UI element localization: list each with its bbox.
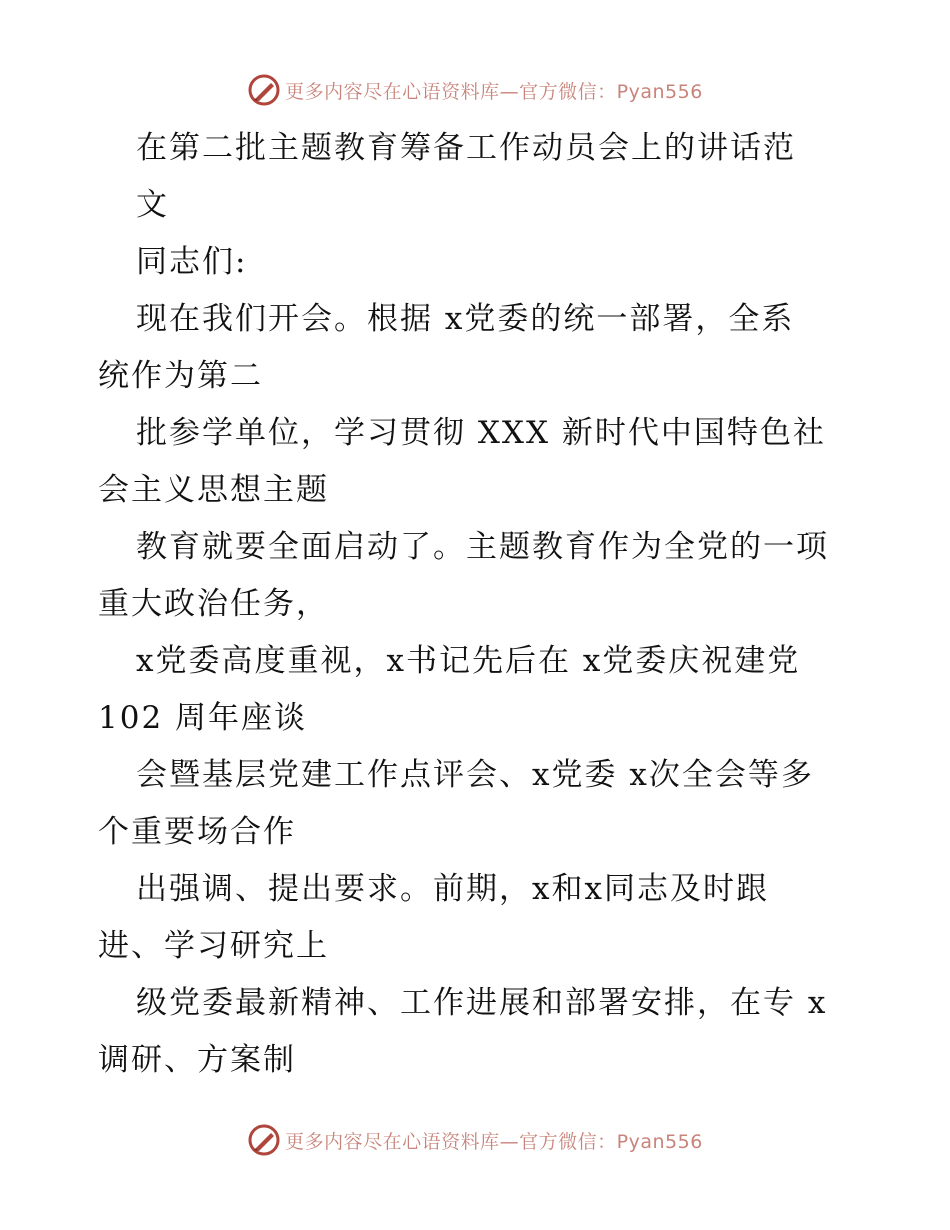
text-line: 文 <box>136 187 169 223</box>
text-line: 重大政治任务， <box>98 586 329 622</box>
text-line: 会主义思想主题 <box>98 472 329 508</box>
text-line: 统作为第二 <box>98 358 263 394</box>
text-line: x党委高度重视，x书记先后在 x党委庆祝建党 <box>136 643 801 679</box>
text-line: 现在我们开会。根据 x党委的统一部署，全系 <box>136 301 795 337</box>
text-line: 会暨基层党建工作点评会、x党委 x次全会等多 <box>136 757 814 793</box>
text-line: 出强调、提出要求。前期，x和x同志及时跟 <box>136 871 769 907</box>
pen-logo-icon <box>247 1123 281 1157</box>
text-line: 调研、方案制 <box>98 1042 296 1078</box>
watermark-text: 更多内容尽在心语资料库—官方微信：Pyan556 <box>285 80 703 103</box>
text-line: 在第二批主题教育筹备工作动员会上的讲话范 <box>136 130 796 166</box>
text-line: 同志们: <box>136 244 248 280</box>
text-line: 级党委最新精神、工作进展和部署安排，在专 x <box>136 985 828 1021</box>
text-line: 个重要场合作 <box>98 814 296 850</box>
document-body <box>98 120 868 1089</box>
watermark-header <box>0 70 950 110</box>
watermark-footer <box>0 1120 950 1160</box>
text-line: 102 周年座谈 <box>98 700 308 736</box>
watermark-text: 更多内容尽在心语资料库—官方微信：Pyan556 <box>285 1130 703 1153</box>
pen-logo-icon <box>247 73 281 107</box>
text-line: 批参学单位，学习贯彻 XXX 新时代中国特色社 <box>136 415 826 451</box>
text-line: 教育就要全面启动了。主题教育作为全党的一项 <box>136 529 829 565</box>
text-line: 进、学习研究上 <box>98 928 329 964</box>
